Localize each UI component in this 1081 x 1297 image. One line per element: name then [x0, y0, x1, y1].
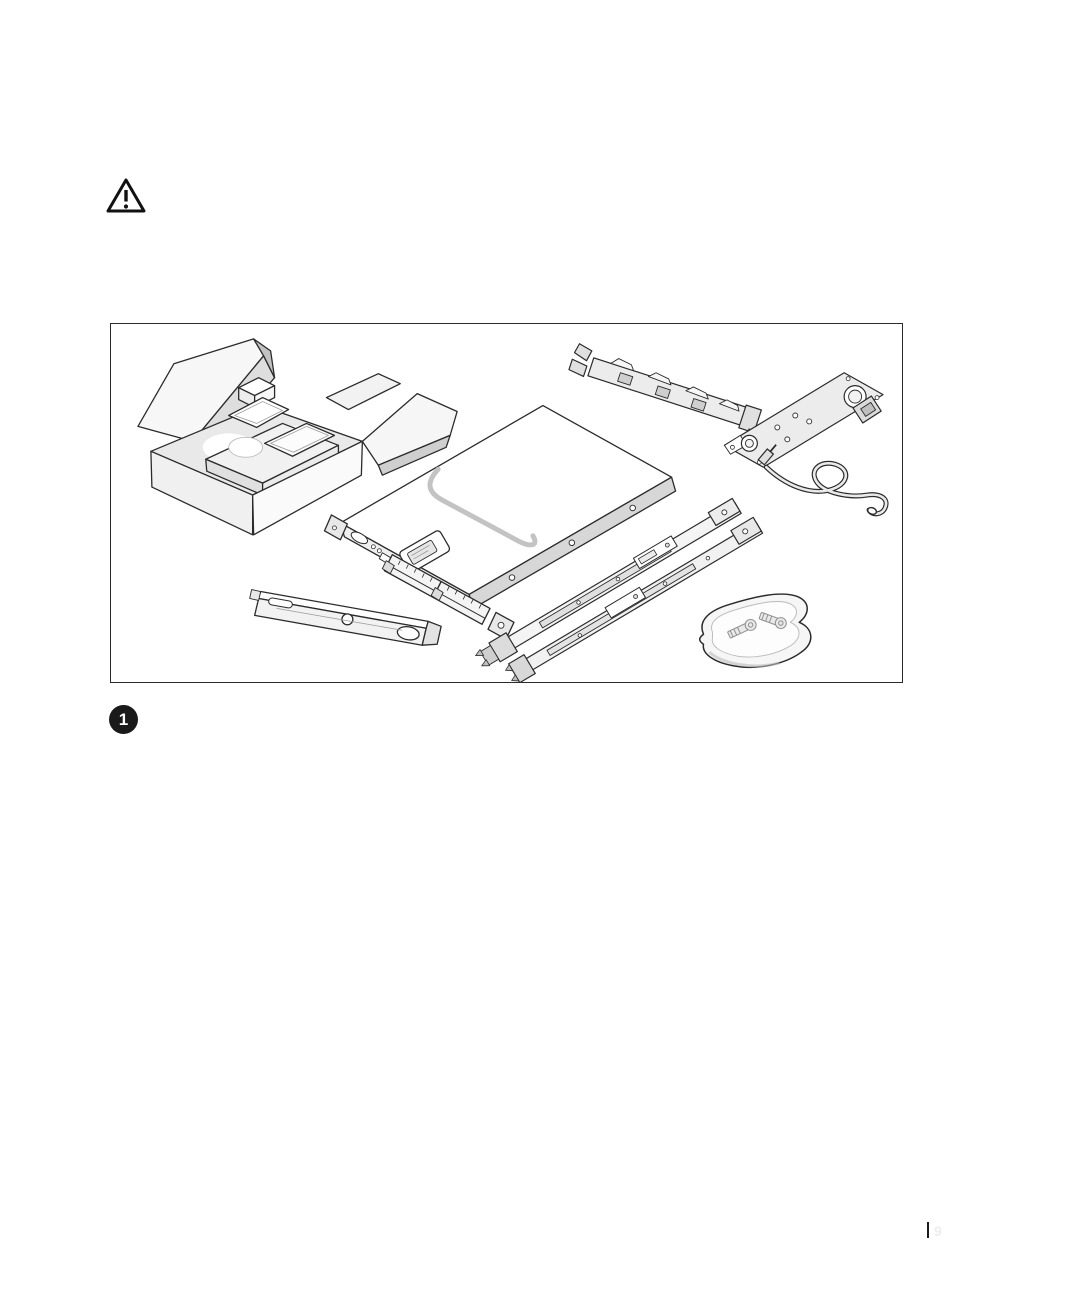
figure-frame	[110, 323, 903, 683]
cable-management-arm	[566, 343, 768, 441]
callout-1-badge: 1	[109, 705, 138, 734]
warning-triangle-icon	[106, 177, 146, 215]
unpacking-illustration	[111, 324, 902, 682]
hardware-kit-bag	[700, 594, 811, 667]
footer-separator-bar	[927, 1222, 929, 1238]
footer-page-number: 9	[934, 1223, 942, 1239]
front-bezel	[250, 590, 442, 646]
